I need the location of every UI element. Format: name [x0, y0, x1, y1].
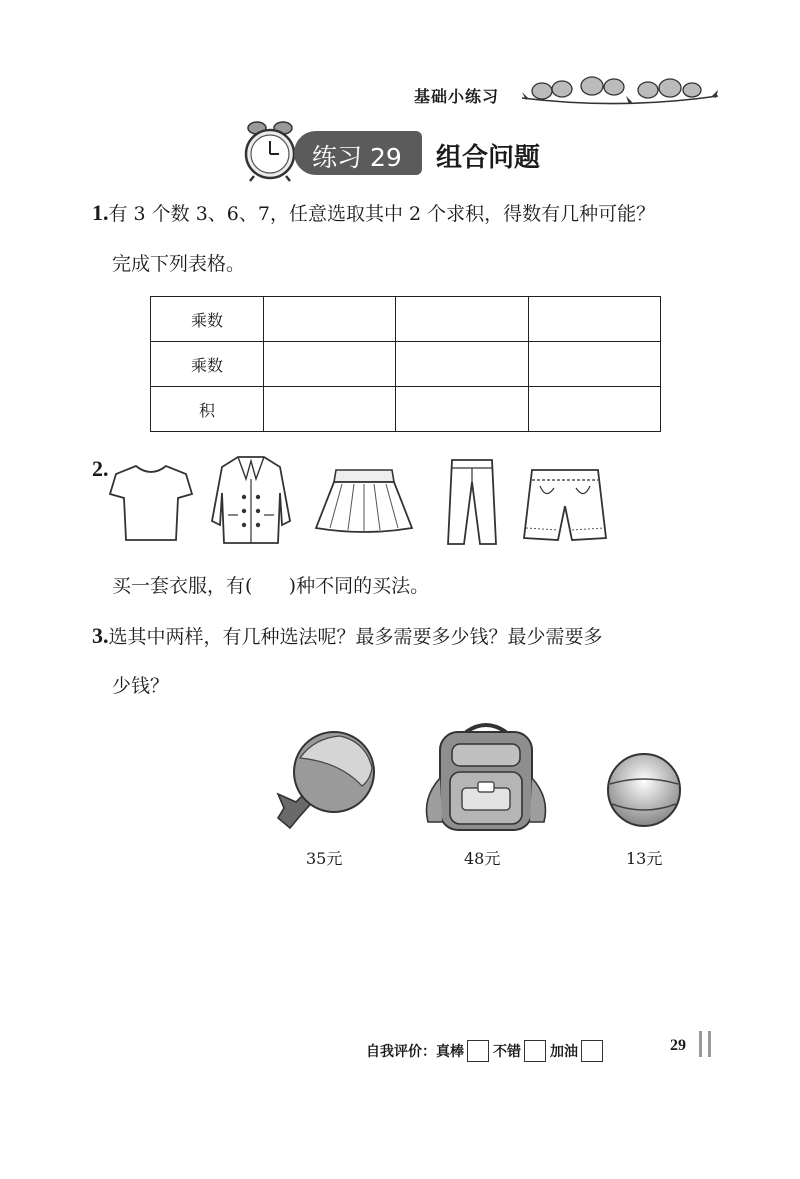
- price-label: 13元: [626, 849, 663, 868]
- alarm-clock-icon: [240, 118, 300, 182]
- table-row: [151, 342, 661, 387]
- answer-cell[interactable]: [264, 342, 396, 387]
- page-number: 29: [670, 1037, 686, 1054]
- question-text: 选其中两样，有几种选法呢？最多需要多少钱？最少需要多: [108, 626, 603, 648]
- topic-title: 组合问题: [436, 143, 541, 173]
- eval-option-great: 真棒: [436, 1044, 464, 1060]
- question-text: 有 3 个数 3、6、7，任意选取其中 2 个求积，得数有几种可能？: [108, 203, 656, 225]
- question-2-number: 2.: [92, 456, 109, 481]
- checkbox-great[interactable]: [467, 1040, 489, 1062]
- pants-icon: [444, 456, 500, 550]
- question-1: [92, 199, 655, 226]
- answer-cell[interactable]: [396, 387, 528, 432]
- shorts-icon: [520, 466, 610, 546]
- row-label: 乘数: [151, 342, 264, 387]
- ping-pong-paddle-icon: [270, 728, 380, 832]
- skirt-icon: [312, 466, 416, 538]
- question-1-line2: 完成下列表格。: [112, 253, 246, 275]
- answer-cell[interactable]: [396, 297, 528, 342]
- backpack-icon: [418, 718, 554, 838]
- answer-cell[interactable]: [264, 297, 396, 342]
- question-number: 3.: [92, 623, 109, 648]
- eval-option-good: 不错: [493, 1044, 521, 1060]
- question-number: 1.: [92, 200, 109, 225]
- checkbox-keep-going[interactable]: [581, 1040, 603, 1062]
- answer-cell[interactable]: [528, 297, 660, 342]
- answer-cell[interactable]: [396, 342, 528, 387]
- price-label: 48元: [464, 849, 501, 868]
- answer-cell[interactable]: [528, 342, 660, 387]
- eval-option-keep-going: 加油: [550, 1044, 578, 1060]
- answer-cell[interactable]: [528, 387, 660, 432]
- margin-bar: [708, 1031, 711, 1057]
- self-evaluation: [366, 1040, 607, 1062]
- t-shirt-icon: [108, 462, 194, 546]
- row-label: 积: [151, 387, 264, 432]
- checkbox-good[interactable]: [524, 1040, 546, 1062]
- question-3: [92, 622, 603, 649]
- table-row: [151, 297, 661, 342]
- answer-cell[interactable]: [264, 387, 396, 432]
- question-2-text: 买一套衣服，有( )种不同的买法。: [112, 575, 430, 597]
- margin-bar: [699, 1031, 702, 1057]
- question-3-line2: 少钱？: [112, 675, 170, 697]
- ball-icon: [604, 750, 684, 830]
- exercise-title: 练习 29: [312, 143, 402, 172]
- section-label: 基础小练习: [414, 87, 500, 106]
- vine-decoration-icon: [520, 76, 720, 112]
- coat-icon: [208, 453, 294, 549]
- price-label: 35元: [306, 849, 343, 868]
- product-table: [150, 296, 661, 432]
- row-label: 乘数: [151, 297, 264, 342]
- eval-label: 自我评价：: [366, 1044, 436, 1060]
- table-row: [151, 387, 661, 432]
